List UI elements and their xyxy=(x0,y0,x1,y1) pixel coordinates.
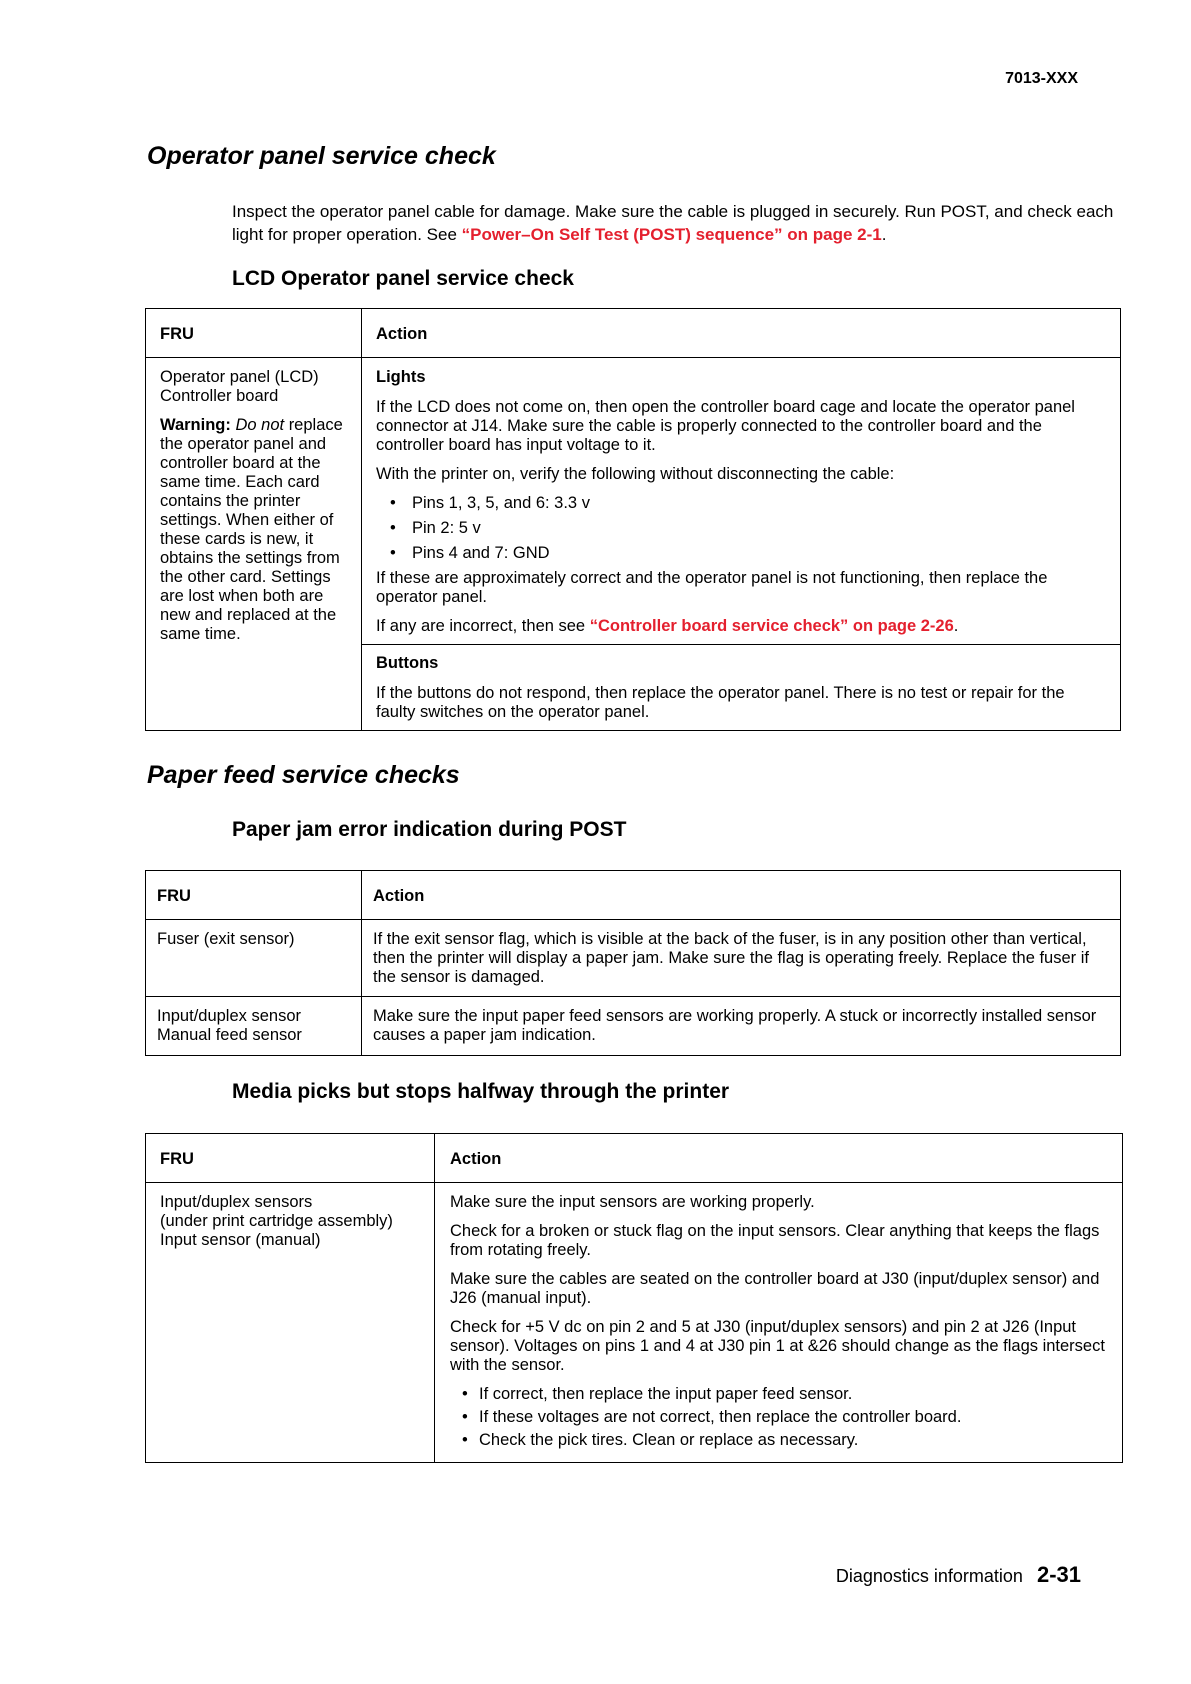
action-paragraph: Check for +5 V dc on pin 2 and 5 at J30 (input/duplex sensors) and pin 2 at J26 (Input sensor). Voltages on pins 1 and 4 at J30 pin 1 at &26 should change as the flags intersect with the sensor. xyxy=(450,1318,1105,1374)
list-item: • Pins 4 and 7: GND xyxy=(412,544,1108,563)
fru-line: Input/duplex sensors xyxy=(160,1193,313,1211)
subsection-title-media-picks: Media picks but stops halfway through the printer xyxy=(232,1080,730,1103)
col-header-fru: FRU xyxy=(146,309,362,358)
col-header-action: Action xyxy=(362,309,1121,358)
warning-note xyxy=(160,416,349,644)
buttons-heading: Buttons xyxy=(376,654,439,672)
page-footer xyxy=(836,1562,1081,1588)
post-sequence-link[interactable]: “Power–On Self Test (POST) sequence” on page 2-1 xyxy=(461,225,882,244)
footer-section-label: Diagnostics information xyxy=(835,1566,1023,1586)
col-header-action: Action xyxy=(362,871,1121,920)
action-paragraph: If the LCD does not come on, then open the controller board cage and locate the operator panel connector at J14. Make sure the cable is properly connected to the controller board and the controller board has input voltage to it. xyxy=(376,398,1075,454)
table-header-row xyxy=(146,309,1121,358)
action-paragraph: If these are approximately correct and the operator panel is not functioning, then replace the operator panel. xyxy=(376,569,1048,606)
action-list xyxy=(450,1385,1110,1450)
table-row xyxy=(146,1183,1123,1463)
paper-jam-table xyxy=(145,870,1121,1056)
fru-line: Input/duplex sensor xyxy=(157,1007,302,1025)
subsection-title-paper-jam: Paper jam error indication during POST xyxy=(232,818,627,841)
intro-paragraph xyxy=(232,200,1132,246)
pin-list xyxy=(376,494,1108,563)
col-header-fru: FRU xyxy=(146,871,362,920)
action-cell: If the exit sensor flag, which is visible at the back of the fuser, is in any position other than vertical, then the printer will display a paper jam. Make sure the flag is operating freely. Replace the fuser if the sensor is damaged. xyxy=(362,920,1121,997)
table-header-row xyxy=(146,871,1121,920)
table-row xyxy=(146,920,1121,997)
controller-board-link[interactable]: “Controller board service check” on page 2-26 xyxy=(589,617,954,635)
action-paragraph: Make sure the cables are seated on the controller board at J30 (input/duplex sensor) and J26 (manual input). xyxy=(450,1270,1100,1307)
page-number: 2-31 xyxy=(1036,1562,1081,1587)
table-header-row xyxy=(146,1134,1123,1183)
warning-emphasis: Do not xyxy=(235,416,285,434)
fru-line: (under print cartridge assembly) xyxy=(160,1212,393,1230)
media-picks-table xyxy=(145,1133,1123,1463)
list-item: • Pins 1, 3, 5, and 6: 3.3 v xyxy=(412,494,1108,513)
action-cell: Make sure the input paper feed sensors are working properly. A stuck or incorrectly installed sensor causes a paper jam indication. xyxy=(362,997,1121,1056)
lights-heading: Lights xyxy=(376,368,426,386)
list-item: • Pin 2: 5 v xyxy=(412,519,1108,538)
action-cell xyxy=(362,358,1121,731)
action-paragraph: Check for a broken or stuck flag on the input sensors. Clear anything that keeps the flags from rotating freely. xyxy=(450,1222,1100,1259)
list-item: • If these voltages are not correct, then replace the controller board. xyxy=(479,1408,1110,1427)
table-row xyxy=(146,997,1121,1056)
fru-cell: Fuser (exit sensor) xyxy=(146,920,362,997)
action-paragraph: With the printer on, verify the following without disconnecting the cable: xyxy=(376,465,895,483)
action-cell xyxy=(435,1183,1123,1463)
intro-text: Inspect the operator panel cable for damage. Make sure the cable is plugged in securely. Run POST, and check each light for proper operation. See xyxy=(232,202,1114,244)
fru-line: Operator panel (LCD) xyxy=(160,368,319,386)
section-title-paper-feed: Paper feed service checks xyxy=(147,761,460,789)
action-paragraph: Make sure the input sensors are working properly. xyxy=(450,1193,815,1211)
document-code: 7013-XXX xyxy=(1005,70,1078,87)
intro-end: . xyxy=(881,225,887,244)
subsection-title-lcd: LCD Operator panel service check xyxy=(232,267,574,290)
col-header-action: Action xyxy=(435,1134,1123,1183)
list-item: • Check the pick tires. Clean or replace as necessary. xyxy=(479,1431,1110,1450)
fru-line: Controller board xyxy=(160,387,279,405)
fru-cell xyxy=(146,358,362,731)
fru-cell xyxy=(146,997,362,1056)
fru-line: Manual feed sensor xyxy=(157,1026,302,1044)
col-header-fru: FRU xyxy=(146,1134,435,1183)
action-paragraph: If any are incorrect, then see “Controller board service check” on page 2-26. xyxy=(376,617,959,635)
list-item: • If correct, then replace the input paper feed sensor. xyxy=(479,1385,1110,1404)
action-paragraph: If the buttons do not respond, then replace the operator panel. There is no test or repair for the faulty switches on the operator panel. xyxy=(376,684,1065,721)
fru-cell xyxy=(146,1183,435,1463)
table-row xyxy=(146,358,1121,731)
warning-label: Warning: xyxy=(160,416,231,434)
warning-text: replace the operator panel and controller board at the same time. Each card contains the printer settings. When either of these cards is new, it obtains the settings from the other card. Settings are lost when both are new and replaced at the same time. xyxy=(160,416,343,643)
lcd-service-table xyxy=(145,308,1121,731)
section-title-operator-panel: Operator panel service check xyxy=(147,142,496,170)
fru-line: Input sensor (manual) xyxy=(160,1231,321,1249)
